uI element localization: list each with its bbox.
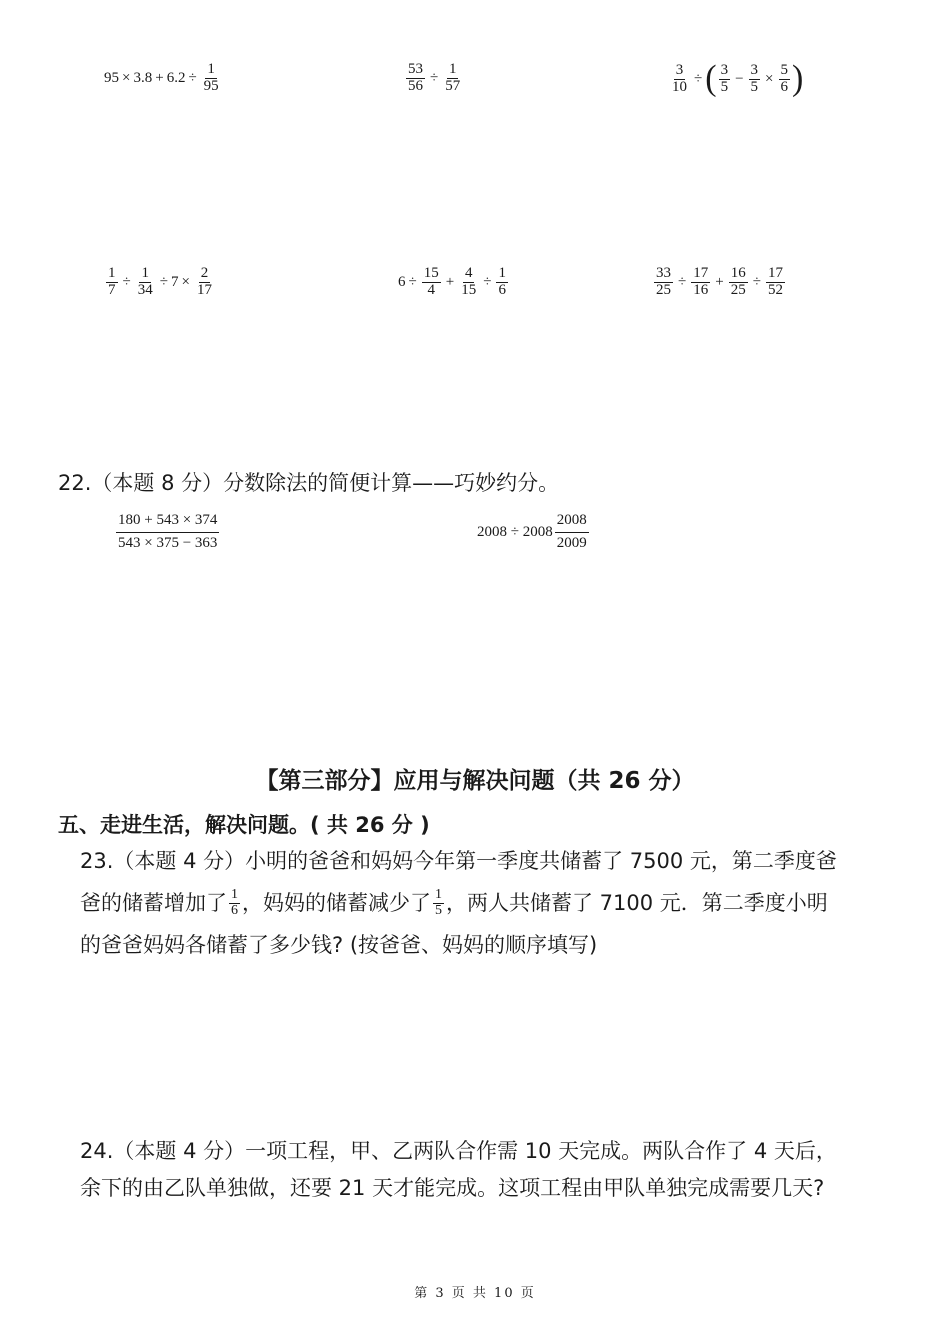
fraction: $\frac{3}{10}$ [672, 61, 687, 95]
fraction: $\frac{5}{6}$ [780, 61, 788, 95]
number: 95 [104, 69, 119, 86]
expression-1-1 [104, 62, 223, 95]
minus-sign: − [735, 70, 744, 87]
fraction-one-fifth: $\frac{1}{5}$ [435, 887, 442, 919]
fraction: $\frac{16}{25}$ [730, 265, 746, 298]
multiply-sign: × [122, 69, 131, 86]
right-paren: ) [792, 59, 804, 98]
divide-sign: ÷ [188, 69, 197, 86]
question-24-line-1: 24.（本题 4 分）一项工程，甲、乙两队合作需 10 天完成。两队合作了 4 天后， [80, 1139, 837, 1163]
expression-2-2 [398, 266, 510, 299]
divide-sign: ÷ [678, 273, 687, 290]
multiply-sign: × [765, 70, 774, 87]
fraction: $\frac{3}{5}$ [720, 61, 729, 95]
fraction: $\frac{15}{4}$ [423, 265, 439, 298]
text-segment: ，两人共储蓄了 7100 元．第二季度小明 [446, 890, 828, 915]
divide-sign: ÷ [122, 273, 131, 290]
question-24 [80, 1133, 920, 1207]
fraction: $\frac{3}{5}$ [750, 61, 759, 95]
divide-sign: ÷ [430, 69, 439, 86]
plus-sign: + [715, 273, 724, 290]
number: 3.8 [133, 69, 153, 86]
expression-22-1 [114, 510, 221, 555]
number: 7 [170, 273, 179, 290]
fraction: $\frac{2008}{2009}$ [556, 512, 587, 551]
page-footer: 第 3 页 共 10 页 [414, 1286, 536, 1301]
fraction: $\frac{1}{6}$ [498, 265, 506, 298]
question-23-line-3: 的爸爸妈妈各储蓄了多少钱? (按爸爸、妈妈的顺序填写) [80, 932, 598, 957]
expression-1-3 [668, 59, 804, 98]
fraction: $\frac{1}{95}$ [203, 61, 219, 94]
expression-1-2 [404, 62, 464, 95]
multiply-sign: × [181, 273, 190, 290]
question-23-line-2 [80, 879, 910, 929]
question-23-line-1: 23.（本题 4 分）小明的爸爸和妈妈今年第一季度共储蓄了 7500 元，第二季度爸 [80, 849, 837, 873]
fraction: $\frac{4}{15}$ [461, 265, 477, 298]
number: 6 [398, 273, 406, 290]
section-5-title: 五、走进生活，解决问题。( 共 26 分 ) [58, 813, 430, 837]
text-segment: ，妈妈的储蓄减少了 [242, 890, 431, 915]
question-22-title: 22.（本题 8 分）分数除法的简便计算——巧妙约分。 [58, 471, 560, 495]
plus-sign: + [155, 69, 164, 86]
question-24-line-2: 余下的由乙队单独做，还要 21 天才能完成。这项工程由甲队单独完成需要几天? [80, 1175, 825, 1200]
divide-sign: ÷ [752, 273, 761, 290]
fraction: $\frac{1}{34}$ [137, 265, 153, 298]
left-paren: ( [705, 59, 717, 98]
expression-2-1 [104, 266, 216, 299]
fraction-one-sixth: $\frac{1}{6}$ [231, 887, 238, 919]
fraction: $\frac{33}{25}$ [656, 265, 671, 298]
plus-sign: + [445, 273, 455, 290]
divide-sign: ÷ [694, 70, 703, 87]
divide-sign: ÷ [408, 273, 417, 290]
fraction: $\frac{17}{52}$ [767, 265, 783, 298]
expression-22-2 [477, 510, 591, 555]
question-23 [80, 845, 910, 962]
fraction: $\frac{1}{7}$ [108, 265, 116, 298]
number: 6.2 [166, 69, 186, 86]
text-segment: 爸的储蓄增加了 [80, 890, 227, 915]
expression-2-3 [652, 266, 787, 299]
fraction: $\frac{180 + 543 \times 374}{543 \times 375 - 363}$ [118, 512, 218, 551]
fraction: $\frac{17}{16}$ [693, 265, 709, 298]
fraction: $\frac{53}{56}$ [408, 61, 423, 94]
fraction: $\frac{1}{57}$ [445, 61, 461, 94]
divide-sign: ÷ [159, 273, 168, 290]
part-3-title: 【第三部分】应用与解决问题（共 26 分） [255, 768, 695, 794]
expression-lead: 2008 ÷ 2008 [477, 523, 553, 540]
fraction: $\frac{2}{17}$ [196, 265, 212, 298]
divide-sign: ÷ [483, 273, 492, 290]
